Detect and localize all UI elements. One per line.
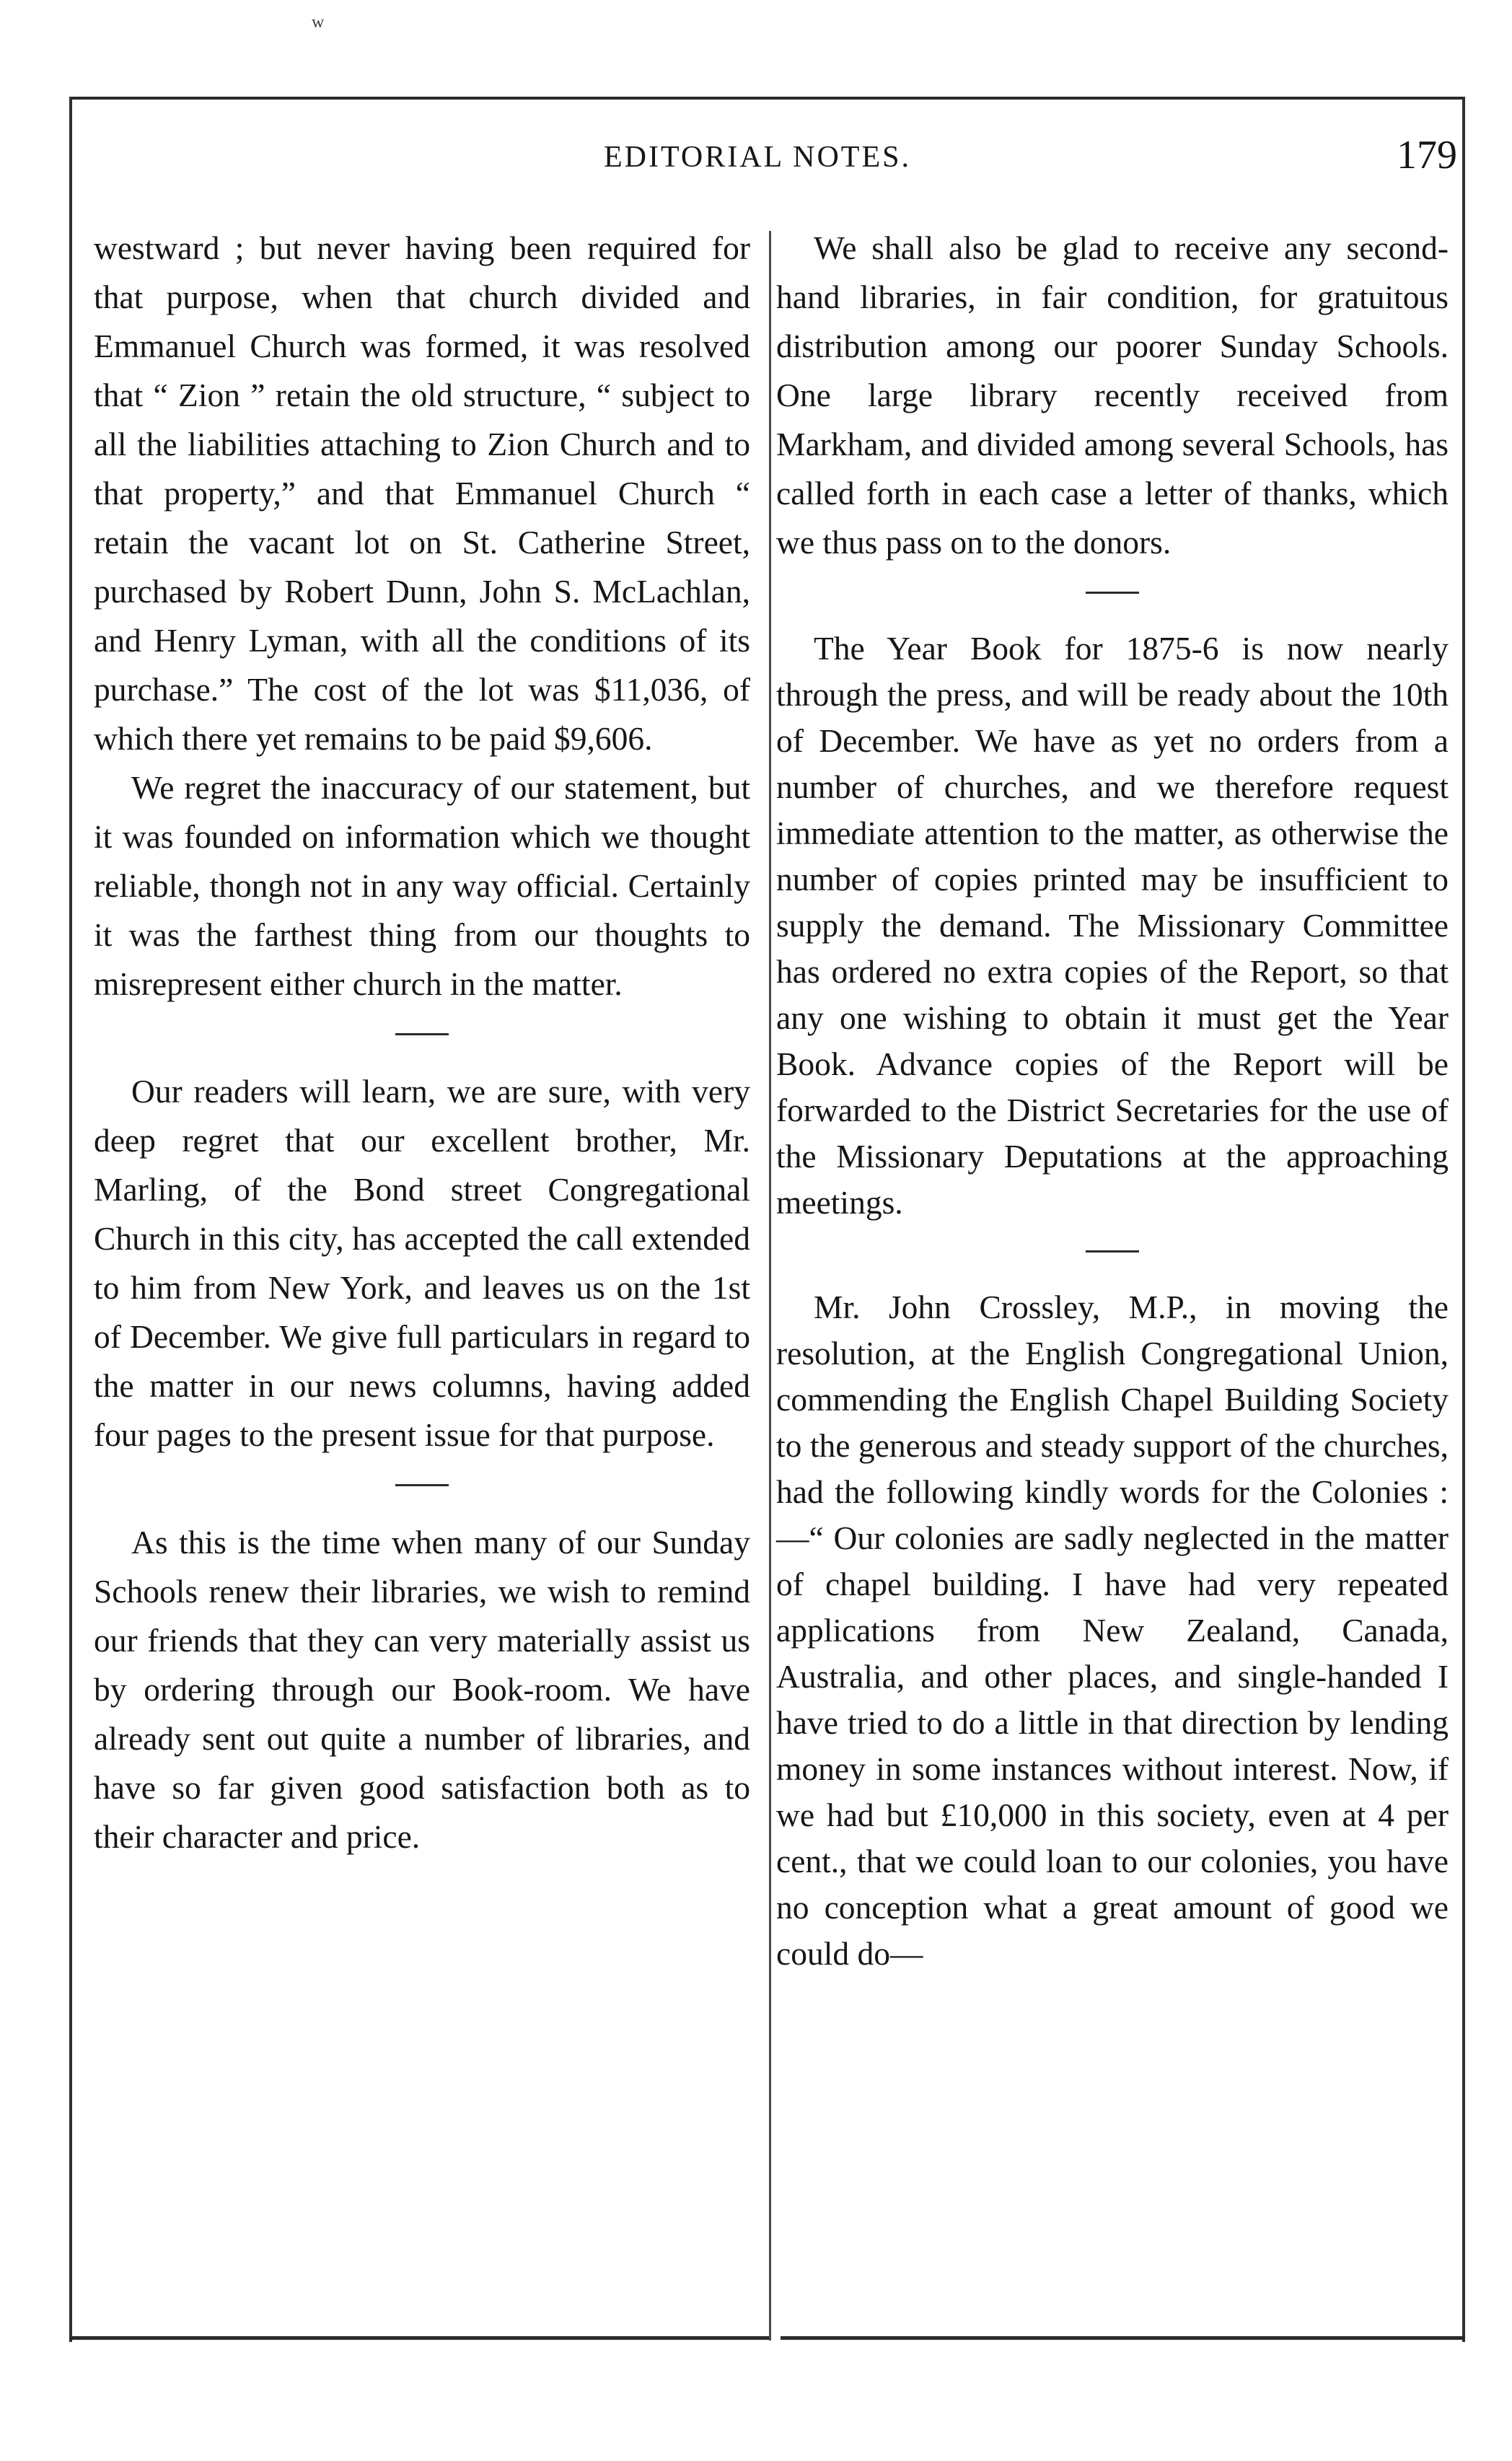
page-frame-top-rule xyxy=(69,97,1465,100)
right-paragraph-year-book: The Year Book for 1875-6 is now nearly through the press, and will be ready about the 10th of December. We have as yet no orders from a number of churches, and we therefore request immediate attention to the matter, as otherwise the number of copies printed may be insufficient to supply the demand. The Missionary Committee has ordered no extra copies of the Report, so that any one wishing to obtain it must get the Year Book. Advance copies of the Report will be forwarded to the District Secretaries for the use of the Missionary Deputations at the approaching meetings. xyxy=(776,630,1449,1221)
left-text-column xyxy=(94,224,750,2316)
page-number: 179 xyxy=(1397,133,1457,177)
corner-mark: w xyxy=(312,13,325,32)
page-frame-right-rule xyxy=(1462,97,1465,2342)
right-paragraph-second-hand-libraries: We shall also be glad to receive any second-hand libraries, in fair condition, for gratuitous distribution among our poorer Sunday Schools. One large library recently received from Markham, and divided among several Schools, has called forth in each case a letter of thanks, which we thus pass on to the donors. xyxy=(776,229,1449,561)
left-paragraph-sunday-school-libraries: As this is the time when many of our Sunday Schools renew their libraries, we wish to remind our friends that they can very materially assist us by ordering through our Book-room. We have already sent out quite a number of libraries, and have so far given good satisfaction both as to their character and price. xyxy=(94,1524,750,1855)
page-frame-bottom-rule-right xyxy=(781,2336,1465,2340)
section-divider xyxy=(395,1033,449,1035)
section-divider xyxy=(1086,1250,1139,1253)
running-title: EDITORIAL NOTES. xyxy=(604,141,911,174)
right-paragraph-crossley-quote: Mr. John Crossley, M.P., in moving the resolution, at the English Congregational Union, commending the English Chapel Building Society to the generous and steady support of the churches, had the following kindly words for the Colonies :—“ Our colonies are sadly neglected in the matter of chapel building. I have had very repeated applications from New Zealand, Canada, Australia, and other places, and single-handed I have tried to do a little in that direction by lending money in some instances without interest. Now, if we had but £10,000 in this society, even at 4 per cent., that we could loan to our colonies, you have no conception what a great amount of good we could do— xyxy=(776,1289,1449,1972)
page-frame-bottom-rule-left xyxy=(69,2336,769,2340)
section-divider xyxy=(1086,592,1139,594)
left-paragraph-marling-news: Our readers will learn, we are sure, with very deep regret that our excellent brother, Mr. Marling, of the Bond street Congregational Church in this city, has accepted the call extended to him from New York, and leaves us on the 1st of December. We give full particulars in regard to the matter in our news columns, having added four pages to the present issue for that purpose. xyxy=(94,1073,750,1453)
column-divider-rule xyxy=(769,231,771,2341)
page-frame-left-rule xyxy=(69,97,72,2342)
running-head xyxy=(0,133,1512,179)
right-text-column xyxy=(776,224,1449,2316)
section-divider xyxy=(395,1484,449,1486)
left-paragraph-continuation: westward ; but never having been required for that purpose, when that church divided and Emmanuel Church was formed, it was resolved that “ Zion ” retain the old structure, “ subject to all the liabilities attaching to Zion Church and to that property,” and that Emmanuel Church “ retain the vacant lot on St. Catherine Street, purchased by Robert Dunn, John S. McLachlan, and Henry Lyman, with all the conditions of its purchase.” The cost of the lot was $11,036, of which there yet remains to be paid $9,606. xyxy=(94,229,750,757)
left-paragraph-correction: We regret the inaccuracy of our statement, but it was founded on information which we thought reliable, thongh not in any way official. Certainly it was the farthest thing from our thoughts to misrepresent either church in the matter. xyxy=(94,769,750,1002)
